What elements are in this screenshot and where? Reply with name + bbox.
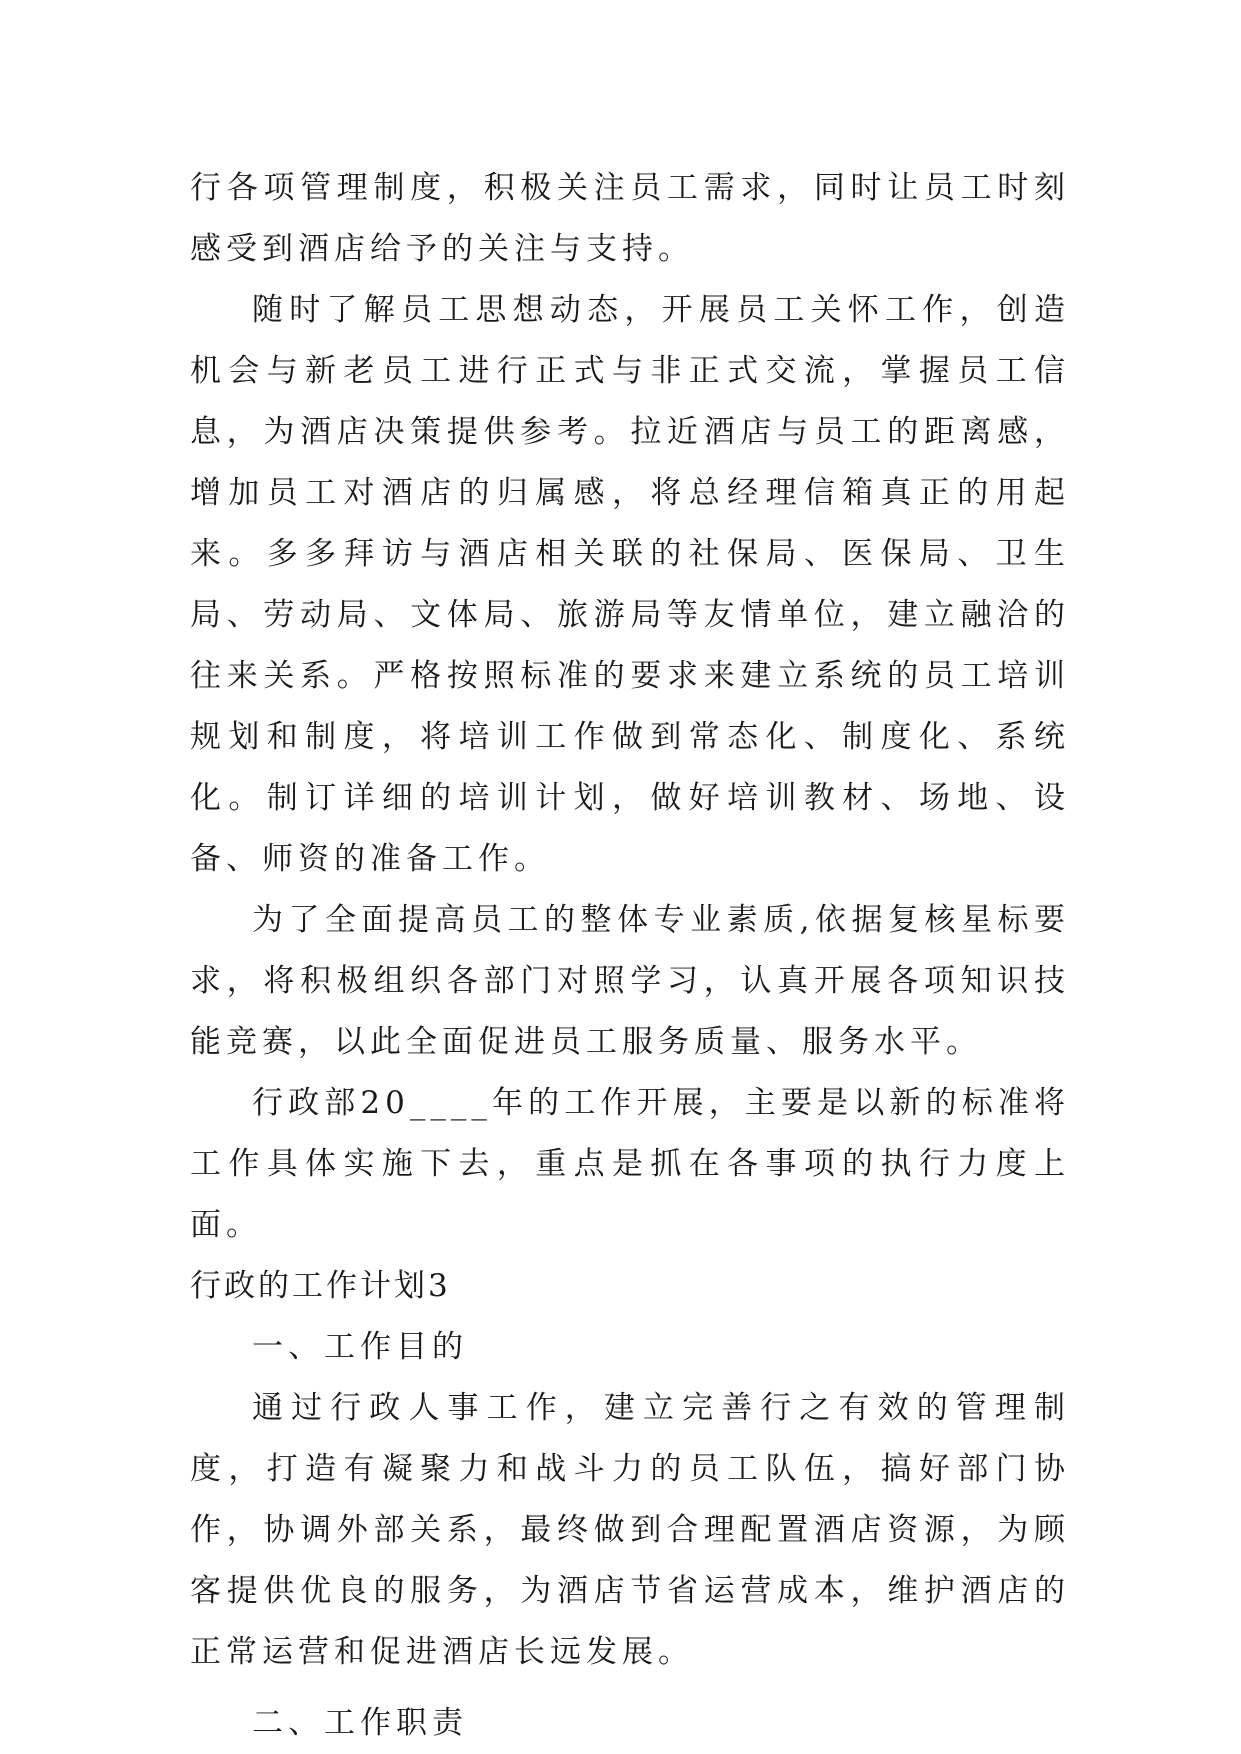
paragraph-admin-summary: 行政部20____年的工作开展，主要是以新的标准将工作具体实施下去，重点是抓在各事项的执行力度上面。 — [190, 1085, 1070, 1243]
heading-work-duties: 二、工作职责 — [252, 1705, 468, 1741]
heading-work-purpose: 一、工作目的 — [252, 1329, 468, 1365]
paragraph-employee-care: 随时了解员工思想动态，开展员工关怀工作，创造机会与新老员工进行正式与非正式交流，掌握员工信息，为酒店决策提供参考。拉近酒店与员工的距离感，增加员工对酒店的归属感，将总经理信箱真正的用起来。多多拜访与酒店相关联的社保局、医保局、卫生局、劳动局、文体局、旅游局等友情单位，建立融洽的往来关系。严格按照标准的要求来建立系统的员工培训规划和制度，将培训工作做到常态化、制度化、系统化。制订详细的培训计划，做好培训教材、场地、设备、师资的准备工作。 — [190, 292, 1070, 877]
section-title: 行政的工作计划3 — [190, 1268, 451, 1304]
paragraph-continuation: 行各项管理制度，积极关注员工需求，同时让员工时刻感受到酒店给予的关注与支持。 — [190, 170, 1070, 267]
paragraph-quality-improvement: 为了全面提高员工的整体专业素质,依据复核星标要求，将积极组织各部门对照学习，认真开展各项知识技能竞赛，以此全面促进员工服务质量、服务水平。 — [190, 902, 1070, 1060]
paragraph-work-purpose: 通过行政人事工作，建立完善行之有效的管理制度，打造有凝聚力和战斗力的员工队伍，搞好部门协作，协调外部关系，最终做到合理配置酒店资源，为顾客提供优良的服务，为酒店节省运营成本，维护酒店的正常运营和促进酒店长远发展。 — [190, 1390, 1070, 1670]
document-body — [190, 158, 1070, 1754]
